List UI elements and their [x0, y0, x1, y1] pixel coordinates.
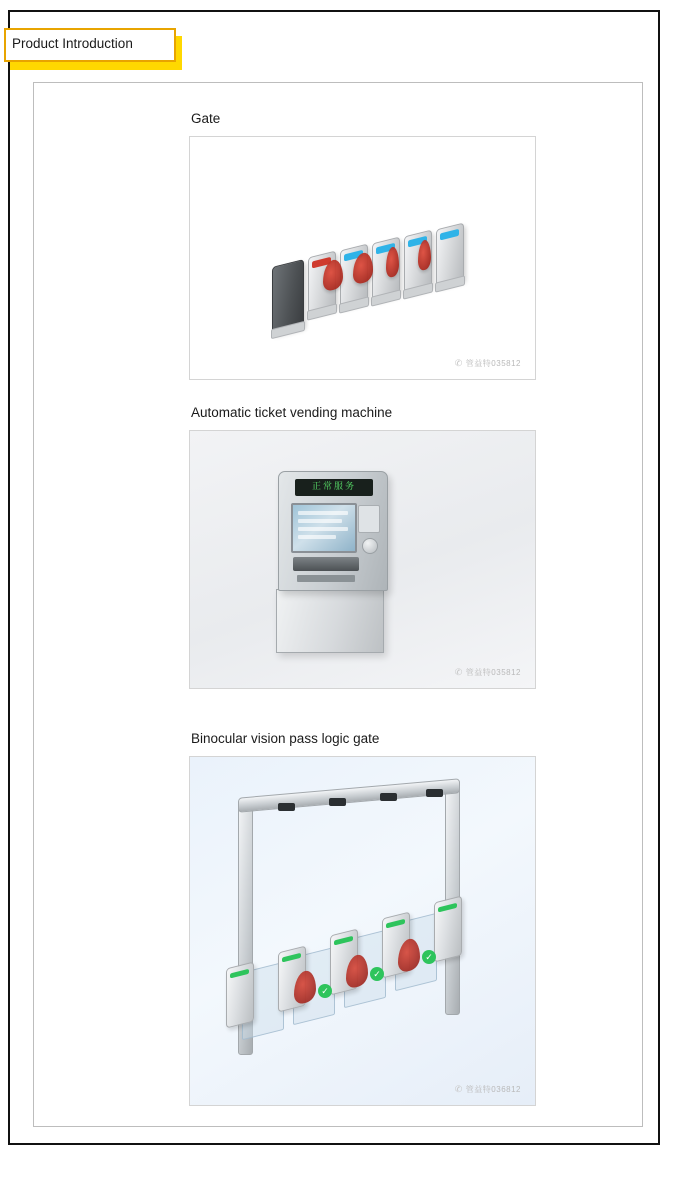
- tvm-card-reader: [362, 538, 378, 554]
- image-gate[interactable]: [189, 136, 536, 380]
- tvm-screen-row: [298, 519, 342, 523]
- section-title-gate: Gate: [191, 111, 221, 126]
- tvm-touch-screen[interactable]: [291, 503, 357, 553]
- section-tvm: [189, 405, 536, 689]
- tvm-screen-row: [298, 511, 348, 515]
- arch-camera: [380, 793, 397, 801]
- tvm-screen-row: [298, 527, 348, 531]
- gate-indicator: [334, 936, 353, 946]
- content-card: [33, 82, 643, 1127]
- gate-indicator: [282, 953, 301, 963]
- binocular-gate-illustration: [190, 757, 535, 1105]
- tab-label: Product Introduction: [12, 36, 133, 51]
- watermark-text: 管益特035812: [465, 668, 521, 677]
- gate-indicator: [438, 903, 457, 913]
- tvm-screen-row: [298, 535, 336, 539]
- tvm-illustration: [190, 431, 535, 688]
- section-title-binocular-gate: Binocular vision pass logic gate: [191, 731, 380, 746]
- gate-indicator: [386, 919, 405, 929]
- gate-unit: [226, 962, 254, 1029]
- watermark-icon: ✆: [454, 1084, 463, 1094]
- watermark-text: 管益特035812: [465, 359, 521, 368]
- pass-check-icon: ✓: [370, 967, 384, 981]
- watermark-binocular-gate: [455, 1084, 521, 1095]
- watermark-gate: [455, 358, 521, 369]
- gate-unit: [434, 896, 462, 963]
- gate-indicator: [230, 969, 249, 979]
- watermark-icon: ✆: [454, 358, 463, 368]
- image-tvm[interactable]: [189, 430, 536, 689]
- section-gate: [189, 111, 536, 380]
- gate-indicator: [440, 229, 459, 241]
- arch-camera: [278, 803, 295, 811]
- watermark-tvm: [455, 667, 521, 678]
- pass-check-icon: ✓: [422, 950, 436, 964]
- gate-illustration: [190, 137, 535, 379]
- section-title-tvm: Automatic ticket vending machine: [191, 405, 393, 420]
- image-binocular-gate[interactable]: [189, 756, 536, 1106]
- arch-camera: [426, 789, 443, 797]
- tvm-body: [278, 471, 388, 591]
- tvm-led-banner: 正常服务: [295, 479, 373, 496]
- pass-check-icon: ✓: [318, 984, 332, 998]
- tvm-ticket-slot: [293, 557, 359, 571]
- section-binocular-gate: [189, 731, 536, 1106]
- arch-camera: [329, 798, 346, 806]
- tvm-coin-slot: [297, 575, 355, 582]
- watermark-icon: ✆: [454, 667, 463, 677]
- tvm-pedestal: [276, 589, 384, 653]
- watermark-text: 管益特036812: [465, 1085, 521, 1094]
- tvm-keypad[interactable]: [358, 505, 380, 533]
